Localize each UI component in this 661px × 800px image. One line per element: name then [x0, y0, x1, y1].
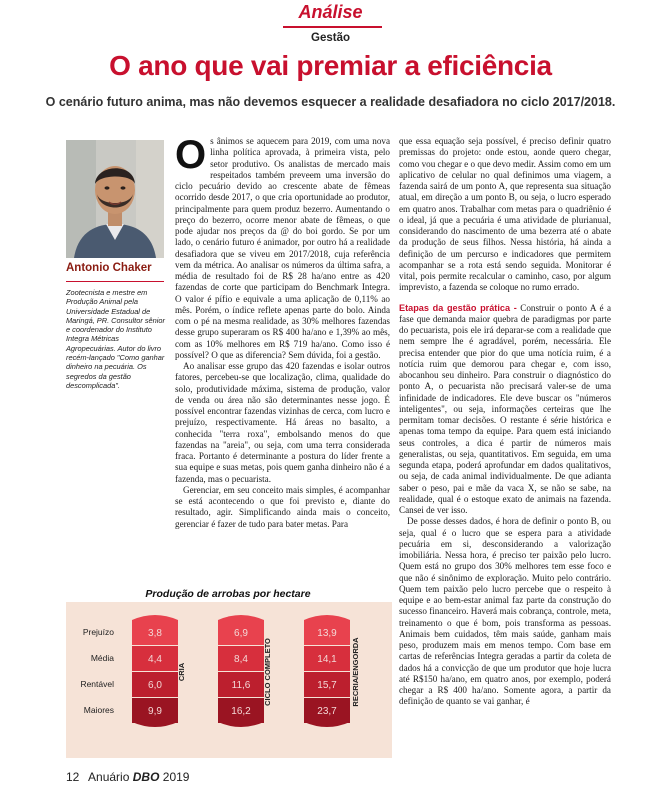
column-cap [304, 615, 350, 620]
value-label: 11,6 [231, 680, 251, 691]
section-header [0, 2, 661, 44]
dropcap: O [175, 133, 207, 177]
value-label: 14,1 [317, 654, 337, 665]
paragraph: Ao analisar esse grupo das 420 fazendas e isolar outros fatores, percebeu-se que localização, clima, qualidade do solo, produtividade máxima, sistema de produção, valor de venda ou área não são determinantes nesse jogo. É possível encontrar fazendas vizinhas de cerca, com lucro e prejuízo, respectivamente. Há áreas no basalto, a conhecida "terra roxa", embolsando menos do que fazendas na "areia", ou seja, com uma terra considerada fraca. Portanto é determinante a postura do líder frente a sua equipe e suas metas, pois quem ganha dinheiro não é a fazenda, mas o pecuarista. [175, 361, 390, 484]
row-label: Rentável [80, 679, 114, 689]
chart-title: Produção de arrobas por hectare [145, 588, 311, 600]
column-cap [218, 722, 264, 727]
article-column-2 [399, 136, 611, 708]
paragraph: que essa equação seja possível, é preciso definir quatro premissas do projeto: onde estou, aonde quero chegar, como vou chegar e o que devo medir. Assim como em um aplicativo de celular no qual definimos uma viagem, a fazenda sairá de um ponto A, que representa sua situação atual, em direção a um ponto B, ou seja, o lucro esperado em quatro anos. Trabalhar com metas para o quadriênio é o ideal, já que a pecuária é uma atividade de plurianual, considerando do nascimento de uma bezerra até o abate da produção de seus filhos. Nessa história, há ainda a definição de um percurso e indicadores que permitem acompanhar se a rota está sendo seguida. Monitorar é vital, pois permite recalcular o caminho, caso, por algum imprevisto, a fazenda se coloque no rumo errado. [399, 136, 611, 293]
deck: O cenário futuro anima, mas não devemos esquecer a realidade desafiadora no ciclo 2017/2018. [45, 95, 616, 109]
value-label: 23,7 [317, 706, 337, 717]
value-label: 6,0 [148, 680, 162, 691]
author-divider [66, 281, 164, 282]
paragraph-with-subhead [399, 303, 611, 517]
value-label: 9,9 [148, 706, 162, 717]
row-label: Maiores [83, 705, 114, 715]
author-photo [66, 140, 164, 258]
headline: O ano que vai premiar a eficiência [109, 50, 552, 81]
section-rule [283, 26, 382, 28]
chart [66, 602, 392, 758]
row-label: Média [90, 653, 114, 663]
column-cap [304, 722, 350, 727]
section-label: Análise [298, 2, 363, 22]
value-label: 4,4 [148, 654, 162, 665]
subhead-etapas: Etapas da gestão prática - [399, 302, 517, 313]
value-label: 13,9 [317, 628, 337, 639]
page-footer [66, 770, 189, 784]
value-label: 6,9 [234, 628, 248, 639]
column-cap [132, 615, 178, 620]
series-label: CICLO COMPLETO [263, 638, 272, 706]
value-label: 3,8 [148, 628, 162, 639]
paragraph: s ânimos se aquecem para 2019, com uma nova linha política aprovada, à primeira vista, pelo setor produtivo. Os analistas de mercado mais respeitados também preveem uma inversão do ciclo pecuário devido ao crescente abate de fêmeas ocorrido desde 2017, o que cria oportunidade ao produtor, principalmente para quem produz bezerro. Aumentando o preço do bezerro, ocorre menor abate de fêmeas, o que pode ajudar nos preços da @ do boi gordo. Se por um lado, o cenário futuro é animador, por outro há a realidade desafiadora que se viveu em 2017/2018, cuja referência vem da métrica. Ao analisar os números da última safra, a média de resultado foi de R$ 28 ha/ano entre as 420 fazendas de corte que participam do Benchmark Integra. O valor é pífio e equivale a uma aplicação de 0,11% ao mês. Porém, o índice reflete apenas parte do bolo. Ainda com o pé na mesma realidade, as 30% melhores fazendas desse grupo superaram os R$ 400 ha/ano e 1,39% ao mês, com as 10% melhores em R$ 719 ha/ano. Como isso é possível? O que as diferencia? Sem dúvida, foi a gestão. [175, 136, 390, 360]
paragraph-text: Construir o ponto A é a fase que demanda maior quebra de paradigmas por parte do pecuarista, pois ele irá deparar-se com a realidade que nem sempre lhe é agradável, porém, necessária. Ele precisa entender que pior do que uma notícia ruim, é a notícia ruim que demorou para chegar e, com isso, abocanhou seu dinheiro. Para construir o diagnóstico do ponto A, o pecuarista não precisará valer-se de uma infinidade de indicadores. Ele deve buscar os "números inteligentes", ou seja, informações certeiras que lhe permitam tomar decisões. O restante é série histórica e apenas toma tempo da equipe. Para quem está iniciando seus controles, a dica é partir de números mais generalistas, ou seja, quantitativos. Em seguida, em uma segunda etapa, poderá aprofundar em dados qualitativos, ou seja, de cada animal individualmente. De que adianta saber o peso, pai e mãe da vaca X, se não se sabe, na realidade, qual é o estoque exato de animais na fazenda. Cansei de ver isso. [399, 302, 611, 515]
publication-brand: DBO [132, 770, 160, 784]
value-label: 15,7 [317, 680, 337, 691]
author-bio: Zootecnista e mestre em Produção Animal pela Universidade Estadual de Maringá, PR. Consultor sênior e coordenador do Instituto Integra Métricas Agropecuárias. Autor do livro recém-lançado "Como ganhar dinheiro na pecuária. Os segredos da gestão descomplicada". [66, 288, 165, 390]
publication-year: 2019 [162, 770, 190, 784]
author-name: Antonio Chaker [66, 262, 152, 274]
series-label: RECRIA/ENGORDA [351, 637, 360, 707]
chart-panel [66, 602, 392, 758]
paragraph: De posse desses dados, é hora de definir o ponto B, ou seja, qual é o lucro que se espera para a atividade pecuária em si, desconsiderando a valorização imobiliária. Nessa hora, é preciso ter paixão pelo lucro. Quem está no grupo dos 30% melhores tem esse foco e que não é sinônimo de exploração. Muito pelo contrário. Quem tem paixão pelo lucro percebe que o respeito à equipe e ao bem-estar animal faz parte da construção do sucesso financeiro. Haverá mais cobrança, controle, meta, treinamento o que é bom, pois transforma as pessoas. Animais bem cuidados, têm mais saúde, ganham mais peso, produzem mais em menos tempo. Com base em cartas de referências Integra geradas a partir da coleta de dados há a convicção de que um produtor que hoje lucra até R$150 ha/ano, em quatro anos, por exemplo, poderá chegar a R$ 400 ha/ano. Somente agora, a partir da definição de quanto se vai ganhar, é [399, 516, 611, 707]
row-label: Prejuízo [82, 627, 114, 637]
page-number: 12 [66, 770, 80, 784]
value-label: 16,2 [231, 706, 251, 717]
column-cap [218, 615, 264, 620]
column-cap [132, 722, 178, 727]
paragraph: Gerenciar, em seu conceito mais simples, é acompanhar se está acontecendo o que foi previsto e, diante do resultado, agir. Simplificando ainda mais o conceito, gerenciar é fazer de tudo para bater metas. Para [175, 484, 390, 529]
subsection-label: Gestão [311, 32, 350, 44]
series-label: CRIA [177, 662, 186, 682]
publication-name: Anuário [88, 770, 130, 784]
article-column-1 [175, 133, 390, 530]
value-label: 8,4 [234, 654, 248, 665]
